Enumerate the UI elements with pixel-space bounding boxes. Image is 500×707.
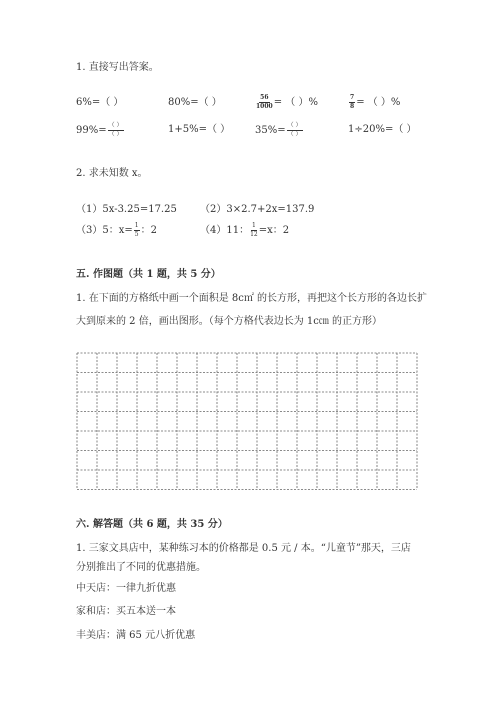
fraction: $\frac{( )}{( )}$ (108, 122, 123, 138)
q2-eq-2: （2）3×2.7+2x=137.9 (200, 204, 315, 215)
store-offer-2: 家和店：买五本送一本 (76, 606, 176, 617)
section-5-question-line-1: 1. 在下面的方格纸中画一个面积是 8c㎡ 的长方形，再把这个长方形的各边长扩 (76, 293, 428, 304)
q2-eq-3: （3）5：x= $\frac{1}{5}$ ：2 (76, 222, 157, 238)
section-5-question-line-2: 大到原来的 2 倍，画出图形。（每个方格代表边长为 1c㎝ 的正方形） (76, 316, 383, 327)
fraction: $\frac{( )}{( )}$ (287, 122, 302, 138)
q2-heading: 2. 求未知数 x。 (76, 168, 148, 179)
fraction: $\frac{7}{8}$ (350, 94, 355, 110)
q1-item-6: 1+5%=（ ） (168, 124, 231, 135)
q2-eq-1: （1）5x-3.25=17.25 (76, 204, 177, 215)
q1-heading: 1. 直接写出答案。 (76, 62, 159, 73)
q1-item-4: $\frac{7}{8}$ = （ ）% (350, 94, 401, 110)
store-offer-3: 丰美店：满 65 元八折优惠 (76, 630, 196, 641)
q1-item-5: 99%= $\frac{( )}{( )}$ (76, 122, 123, 138)
section-6-title: 六. 解答题（共 6 题，共 35 分） (76, 519, 228, 530)
q1-item-2: 80%=（ ） (168, 97, 222, 108)
q1-item-8: 1÷20%=（ ） (348, 124, 417, 135)
fraction: $\frac{56}{1000}$ (256, 94, 273, 110)
grid-paper (76, 352, 420, 490)
store-offer-1: 中天店：一律九折优惠 (76, 583, 176, 594)
fraction: $\frac{1}{12}$ (250, 222, 258, 238)
q1-item-1: 6%=（ ） (76, 97, 124, 108)
q1-item-3: $\frac{56}{1000}$ = （ ）% (256, 94, 318, 110)
q2-eq-4: （4）11： $\frac{1}{12}$ =x：2 (200, 222, 290, 238)
section-6-question-line-2: 分别推出了不同的优惠措施。 (76, 562, 206, 573)
q1-item-7: 35%= $\frac{( )}{( )}$ (255, 122, 302, 138)
section-5-title: 五. 作图题（共 1 题，共 5 分） (76, 269, 221, 280)
section-6-question-line-1: 1. 三家文具店中，某种练习本的价格都是 0.5 元 / 本。“儿童节”那天，三店 (76, 543, 411, 554)
fraction: $\frac{1}{5}$ (134, 222, 139, 238)
